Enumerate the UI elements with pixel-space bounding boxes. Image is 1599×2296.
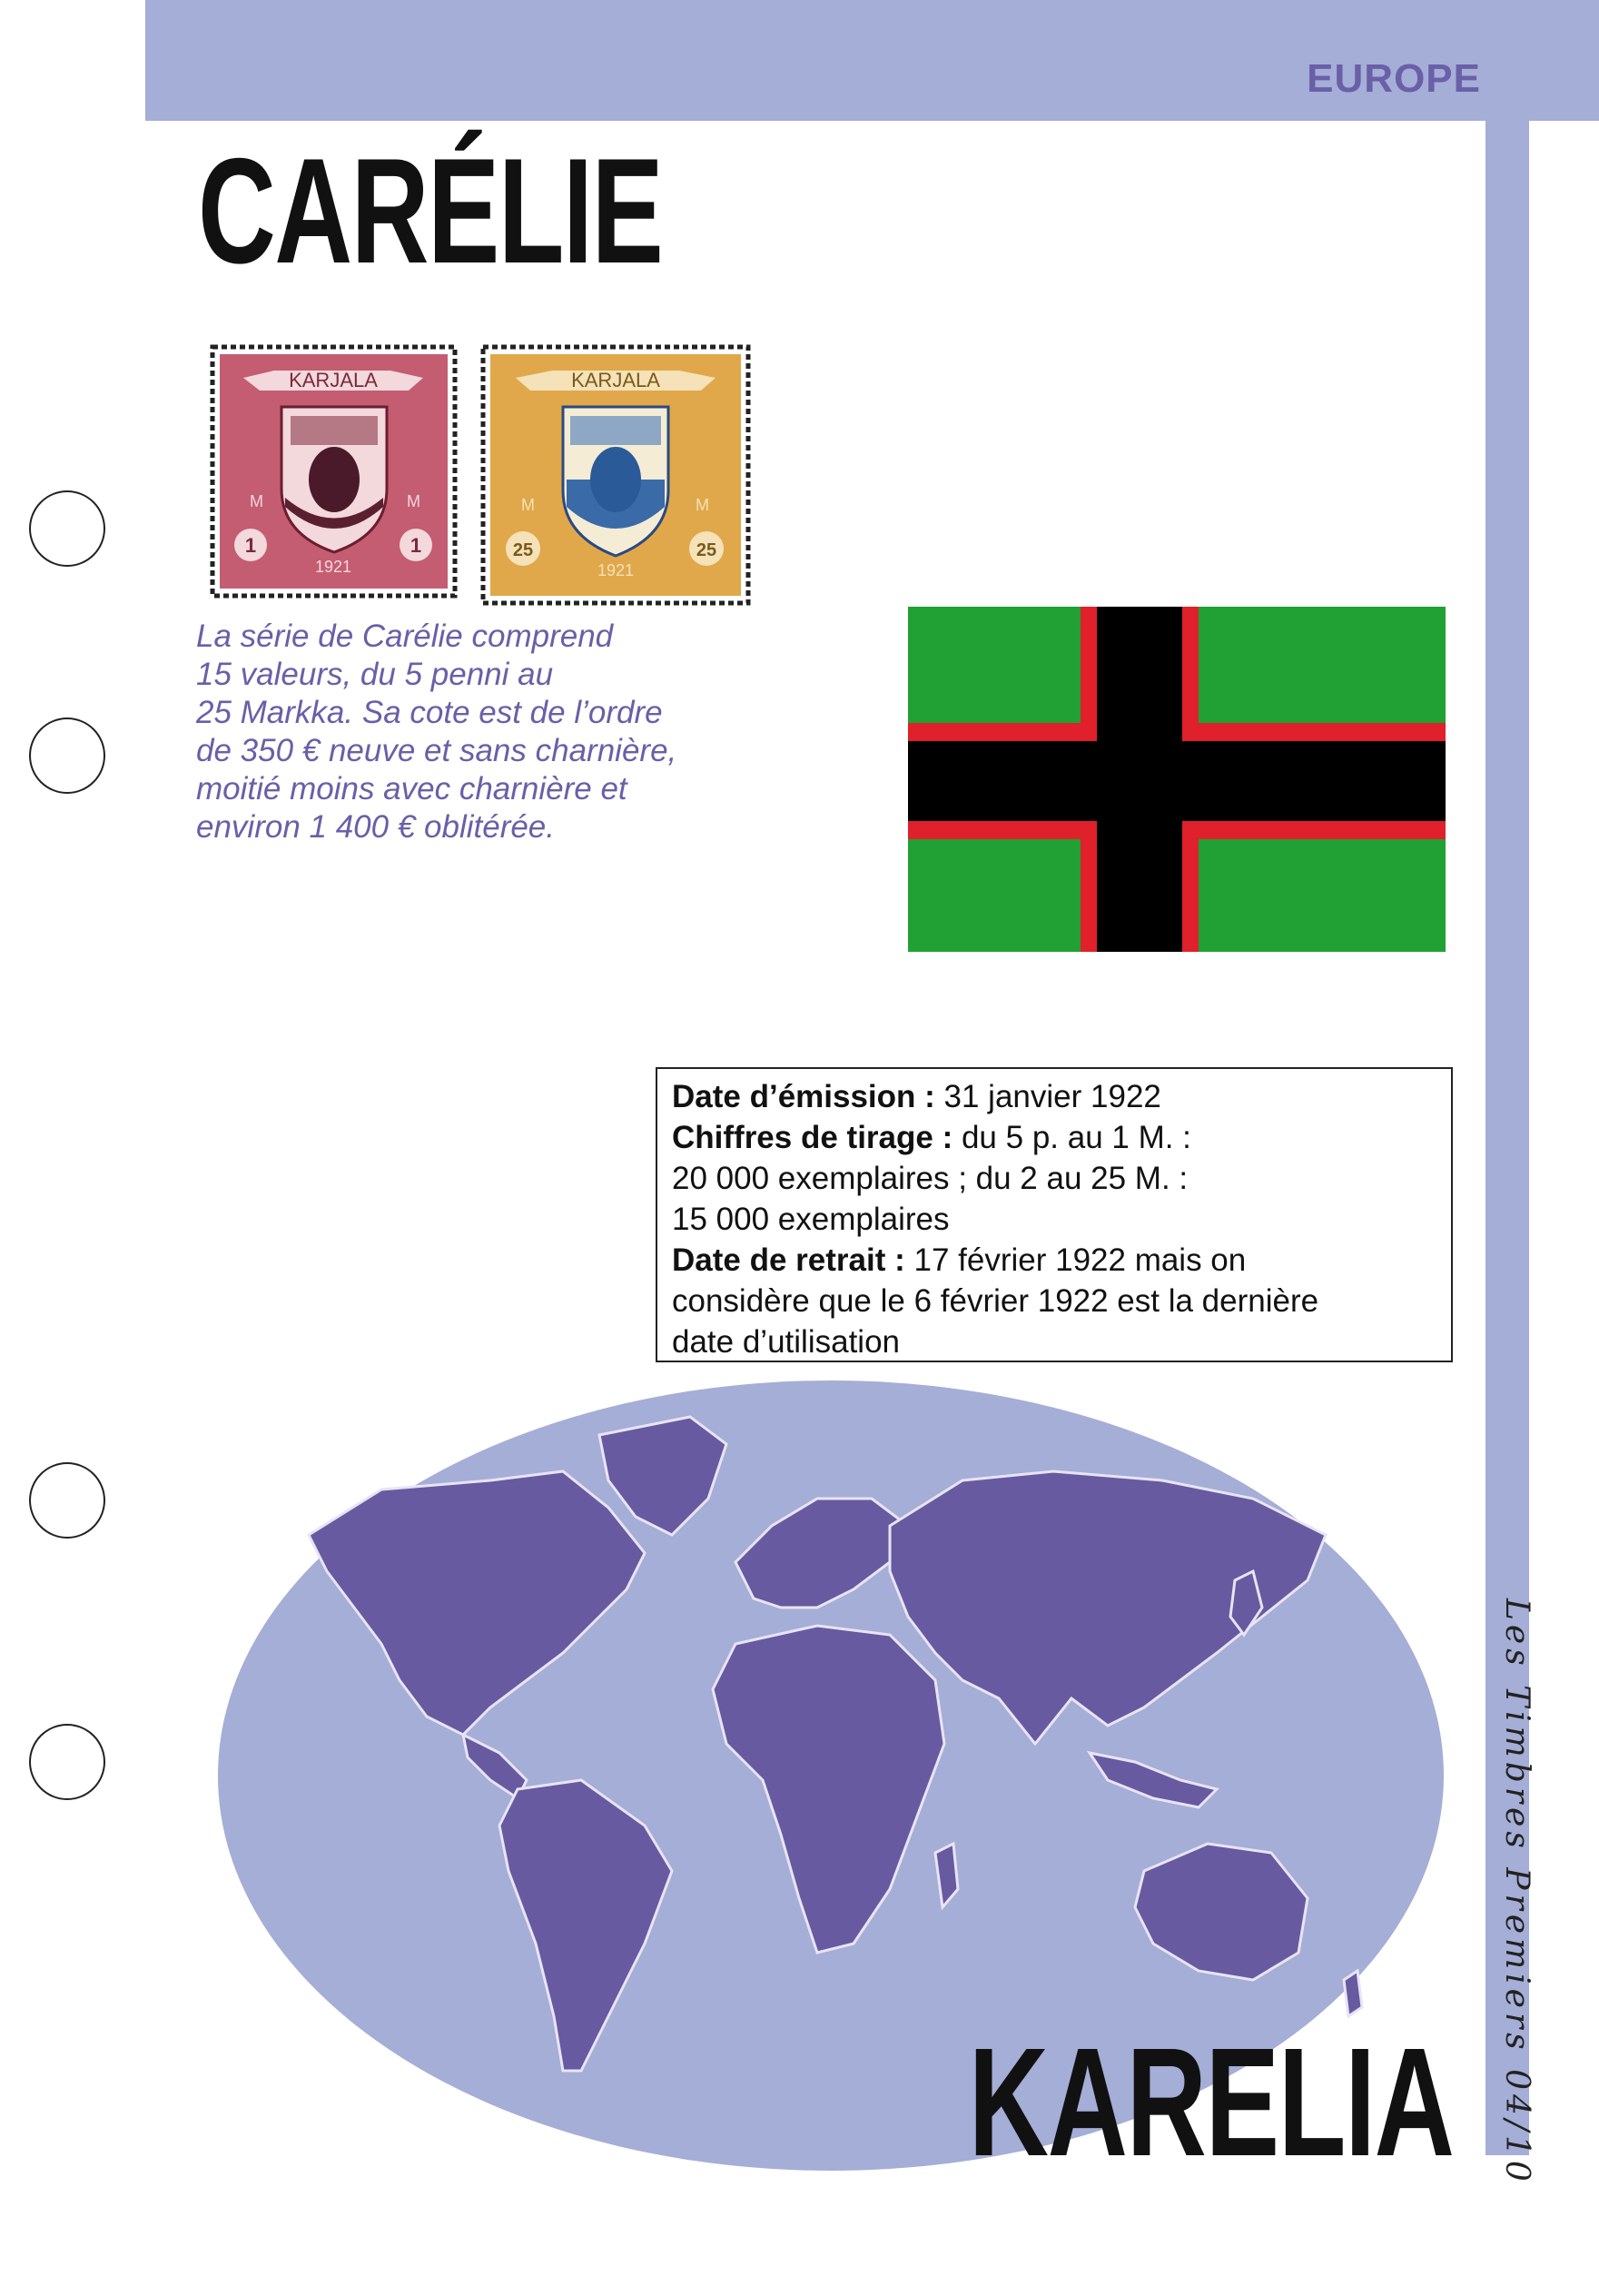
stamp-1-markka xyxy=(209,343,459,599)
withdrawal-value: 17 février 1922 mais on xyxy=(913,1242,1247,1278)
page-title: CARÉLIE xyxy=(198,127,663,294)
stamp-1-value-left: 1 xyxy=(244,534,257,557)
page-title-english: KARELIA xyxy=(969,2016,1454,2189)
karelia-flag xyxy=(908,607,1446,952)
issue-date-value: 31 janvier 1922 xyxy=(943,1079,1161,1114)
issue-info-box xyxy=(656,1067,1453,1362)
print-run-line: 20 000 exemplaires ; du 2 au 25 M. : xyxy=(672,1161,1189,1196)
region-label: EUROPE xyxy=(1307,56,1481,101)
caption-line: environ 1 400 € oblitérée. xyxy=(196,809,555,845)
caption-line: La série de Carélie comprend xyxy=(196,619,614,654)
new-zealand xyxy=(1344,1971,1362,2016)
stamp-25-markka xyxy=(479,343,752,607)
stamp-1-unit-left: M xyxy=(250,492,263,510)
caption-line: 25 Markka. Sa cote est de l’ordre xyxy=(196,695,663,730)
stamp-1-banner: KARJALA xyxy=(289,369,378,391)
withdrawal-line: date d’utilisation xyxy=(672,1324,900,1360)
withdrawal-line: considère que le 6 février 1922 est la dernière xyxy=(672,1283,1319,1319)
binder-hole xyxy=(29,1462,105,1539)
stamp-2-unit-left: M xyxy=(521,496,535,514)
issue-date-row xyxy=(672,1076,1436,1117)
publication-label: Les Timbres Premiers 04/10 xyxy=(1498,1598,1535,2186)
caption-line: 15 valeurs, du 5 penni au xyxy=(196,657,554,692)
print-run-row xyxy=(672,1117,1436,1158)
stamp-1-value-right: 1 xyxy=(410,534,422,557)
issue-date-label: Date d’émission : xyxy=(672,1079,935,1114)
stamp-1-unit-right: M xyxy=(407,492,420,510)
print-run-label: Chiffres de tirage : xyxy=(672,1120,953,1155)
stamp-2-value-right: 25 xyxy=(696,540,717,560)
print-run-value: du 5 p. au 1 M. : xyxy=(961,1120,1191,1155)
withdrawal-row xyxy=(672,1240,1436,1281)
binder-hole xyxy=(29,718,105,794)
stamp-2-year: 1921 xyxy=(597,561,635,579)
stamp-1-year: 1921 xyxy=(314,558,352,576)
print-run-line: 15 000 exemplaires xyxy=(672,1202,950,1237)
stamp-caption xyxy=(196,618,759,846)
binder-hole xyxy=(29,1724,105,1800)
stamp-2-unit-right: M xyxy=(696,496,709,514)
stamp-2-value-left: 25 xyxy=(512,540,534,560)
caption-line: de 350 € neuve et sans charnière, xyxy=(196,733,677,768)
stamp-2-banner: KARJALA xyxy=(571,369,660,391)
binder-hole xyxy=(29,490,105,567)
caption-line: moitié moins avec charnière et xyxy=(196,771,627,807)
withdrawal-label: Date de retrait : xyxy=(672,1242,905,1278)
flag-cross-horizontal xyxy=(908,741,1446,821)
